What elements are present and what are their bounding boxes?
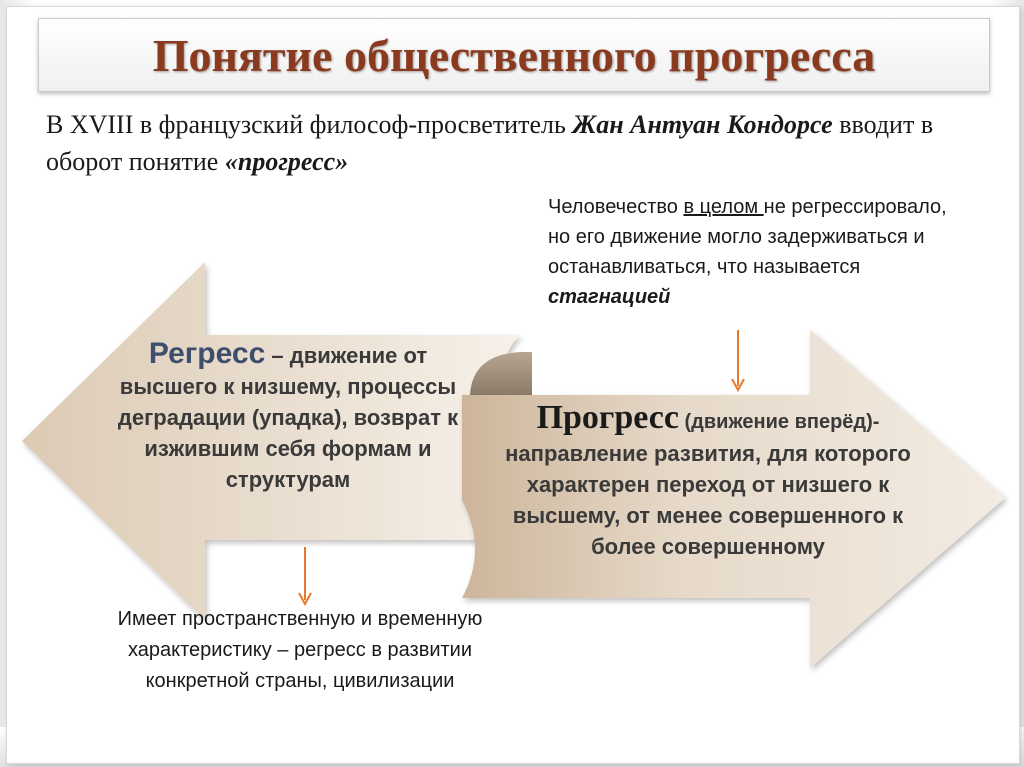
regress-definition xyxy=(108,338,468,495)
intro-text-1: В XVIII в французский философ-просветитель xyxy=(46,110,573,139)
stagnation-note-underlined: в целом xyxy=(683,196,764,218)
stagnation-term: стагнацией xyxy=(548,286,671,308)
progress-term: Прогресс xyxy=(536,399,679,436)
stagnation-note xyxy=(548,192,968,312)
page-title: Понятие общественного прогресса xyxy=(152,29,876,81)
stagnation-note-text-2: не регрессировало, но его движение могло задерживаться и останавливаться, что называется xyxy=(548,196,947,278)
progress-paren: (движение вперёд)- xyxy=(678,411,880,433)
intro-person-name: Жан Антуан Кондорсе xyxy=(572,110,833,139)
intro-text-2: вводит в оборот понятие xyxy=(46,110,934,176)
progress-definition-text: направление развития, для которого характерен переход от низшего к высшему, от менее совершенного к более совершенному xyxy=(505,441,911,559)
regress-definition-text: – движение от высшего к низшему, процессы деградации (упадка), возврат к изжившим себя формам и структурам xyxy=(117,343,459,492)
progress-definition xyxy=(478,399,938,562)
regress-term: Регресс xyxy=(148,337,266,370)
regress-note: Имеет пространственную и временную характеристику – регресс в развитии конкретной страны, цивилизации xyxy=(117,608,483,692)
stagnation-note-text-1: Человечество xyxy=(548,196,684,218)
intro-term: «прогресс» xyxy=(224,147,349,176)
